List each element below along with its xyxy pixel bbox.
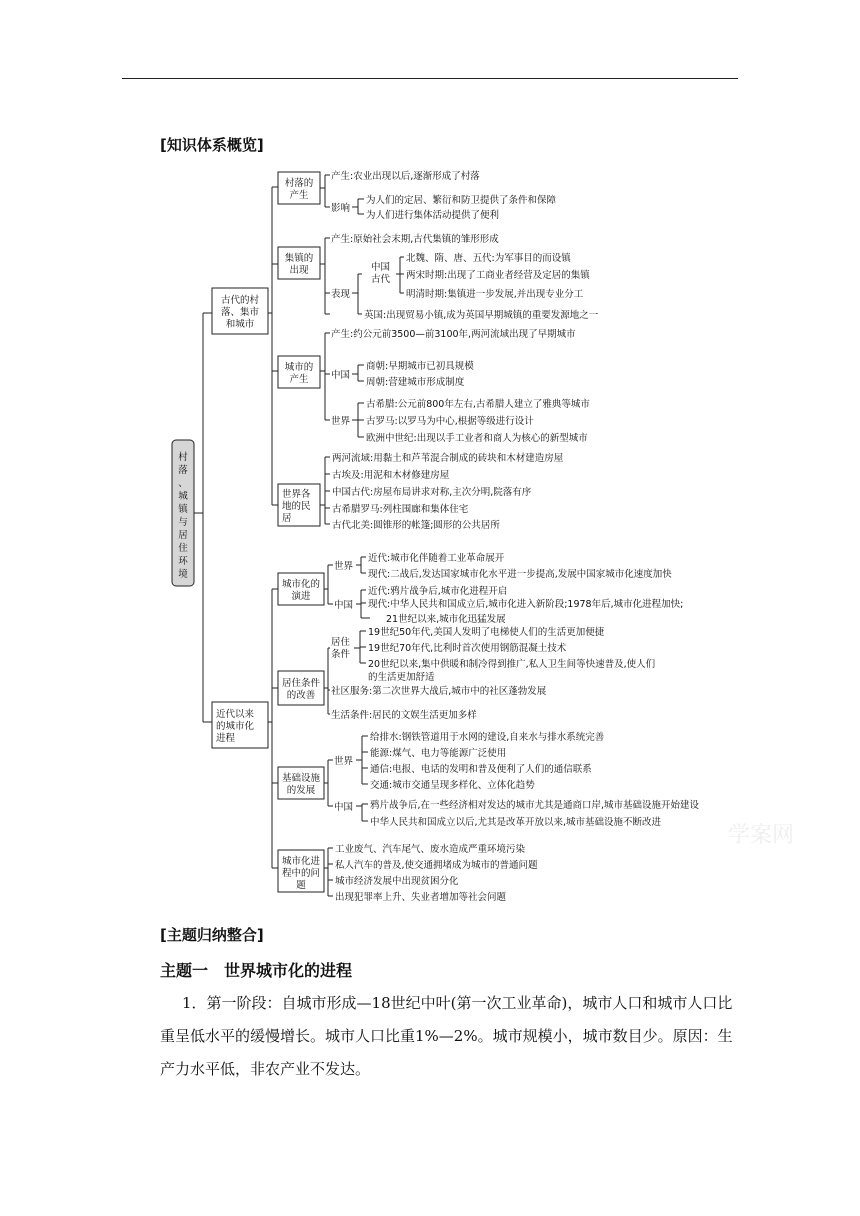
root-text: 村 xyxy=(178,452,188,463)
svg-text:世界: 世界 xyxy=(334,756,354,767)
section-heading-summary: [主题归纳整合] xyxy=(160,926,264,944)
svg-text:的生活更加舒适: 的生活更加舒适 xyxy=(368,672,435,683)
houses-label: 世界各 xyxy=(282,489,311,500)
svg-text:古罗马:以罗马为中心,根据等级进行设计: 古罗马:以罗马为中心,根据等级进行设计 xyxy=(366,416,534,427)
theme-title: 主题一 世界城市化的进程 xyxy=(160,961,353,980)
svg-text:题: 题 xyxy=(296,880,306,891)
svg-text:产生:农业出现以后,逐渐形成了村落: 产生:农业出现以后,逐渐形成了村落 xyxy=(331,171,480,182)
svg-text:通信:电报、电话的发明和普及便利了人们的通信联系: 通信:电报、电话的发明和普及便利了人们的通信联系 xyxy=(370,764,592,775)
svg-text:演进: 演进 xyxy=(291,591,311,602)
svg-text:环: 环 xyxy=(178,556,188,567)
svg-text:中国: 中国 xyxy=(371,262,391,273)
svg-text:周朝:营建城市形成制度: 周朝:营建城市形成制度 xyxy=(366,377,465,388)
svg-text:近代:城市化伴随着工业革命展开: 近代:城市化伴随着工业革命展开 xyxy=(368,553,505,564)
branch2-label: 近代以来 xyxy=(216,709,255,720)
svg-text:中国古代:房屋布局讲求对称,主次分明,院落有序: 中国古代:房屋布局讲求对称,主次分明,院落有序 xyxy=(332,487,532,498)
urbanization-label: 城市化的 xyxy=(281,579,321,590)
svg-text:的发展: 的发展 xyxy=(286,785,316,796)
svg-text:与: 与 xyxy=(178,517,188,528)
svg-text:为人们进行集体活动提供了便利: 为人们进行集体活动提供了便利 xyxy=(366,210,500,221)
svg-text:和城市: 和城市 xyxy=(225,319,255,330)
cities-label: 城市的 xyxy=(284,362,314,373)
svg-text:近代:鸦片战争后,城市化进程开启: 近代:鸦片战争后,城市化进程开启 xyxy=(368,586,508,597)
svg-text:条件: 条件 xyxy=(331,649,351,660)
svg-text:的改善: 的改善 xyxy=(286,690,316,701)
svg-text:进程: 进程 xyxy=(216,733,236,744)
svg-text:古埃及:用泥和木材修建房屋: 古埃及:用泥和木材修建房屋 xyxy=(332,470,450,481)
svg-text:影响: 影响 xyxy=(331,203,351,214)
svg-text:境: 境 xyxy=(178,569,188,580)
svg-text:镇: 镇 xyxy=(178,504,188,515)
svg-text:中华人民共和国成立以后,尤其是改革开放以来,城市基础设施不断: 中华人民共和国成立以后,尤其是改革开放以来,城市基础设施不断改进 xyxy=(370,817,662,828)
svg-text:鸦片战争后,在一些经济相对发达的城市尤其是通商口岸,城市基础: 鸦片战争后,在一些经济相对发达的城市尤其是通商口岸,城市基础设施开始建设 xyxy=(370,800,700,811)
svg-text:住: 住 xyxy=(178,543,188,554)
svg-text:世界: 世界 xyxy=(331,416,351,427)
svg-text:地的民: 地的民 xyxy=(282,501,311,512)
svg-text:北魏、隋、唐、五代:为军事目的而设镇: 北魏、隋、唐、五代:为军事目的而设镇 xyxy=(406,253,571,264)
svg-text:明清时期:集镇进一步发展,并出现专业分工: 明清时期:集镇进一步发展,并出现专业分工 xyxy=(406,289,584,300)
svg-text:中国: 中国 xyxy=(334,802,354,813)
svg-text:21世纪以来,城市化迅猛发展: 21世纪以来,城市化迅猛发展 xyxy=(386,614,506,625)
svg-text:古希腊:公元前800年左右,古希腊人建立了雅典等城市: 古希腊:公元前800年左右,古希腊人建立了雅典等城市 xyxy=(366,399,590,410)
svg-text:两宋时期:出现了工商业者经营及定居的集镇: 两宋时期:出现了工商业者经营及定居的集镇 xyxy=(406,270,590,281)
svg-text:中国: 中国 xyxy=(334,600,354,611)
svg-text:居: 居 xyxy=(282,513,292,524)
svg-text:19世纪50年代,美国人发明了电梯使人们的生活更加便捷: 19世纪50年代,美国人发明了电梯使人们的生活更加便捷 xyxy=(368,627,605,638)
svg-text:表现: 表现 xyxy=(331,289,351,300)
villages-label: 村落的 xyxy=(284,178,314,189)
svg-text:能源:煤气、电力等能源广泛使用: 能源:煤气、电力等能源广泛使用 xyxy=(370,748,507,759)
svg-text:欧洲中世纪:出现以手工业者和商人为核心的新型城市: 欧洲中世纪:出现以手工业者和商人为核心的新型城市 xyxy=(366,433,588,444)
towns-label: 集镇的 xyxy=(284,253,314,264)
paragraph-1: 1．第一阶段：自城市形成—18世纪中叶(第一次工业革命)，城市人口和城市人口比重呈低水平的缓慢增长。城市人口比重1%—2%。城市规模小，城市数目少。原因：生产力水平低，非农产业不发达。 xyxy=(160,994,733,1078)
svg-text:产生:原始社会末期,古代集镇的雏形形成: 产生:原始社会末期,古代集镇的雏形形成 xyxy=(331,234,499,245)
svg-text:城: 城 xyxy=(178,491,188,502)
svg-text:现代:中华人民共和国成立后,城市化进入新阶段;1978年后,: 现代:中华人民共和国成立后,城市化进入新阶段;1978年后,城市化进程加快; xyxy=(368,599,684,610)
svg-text:出现犯罪率上升、失业者增加等社会问题: 出现犯罪率上升、失业者增加等社会问题 xyxy=(335,892,507,903)
svg-text:产生: 产生 xyxy=(289,190,309,201)
svg-text:19世纪70年代,比利时首次使用钢筋混凝土技术: 19世纪70年代,比利时首次使用钢筋混凝土技术 xyxy=(368,643,567,654)
svg-text:落、集市: 落、集市 xyxy=(220,307,260,318)
svg-text:产生:约公元前3500—前3100年,两河流域出现了早期城市: 产生:约公元前3500—前3100年,两河流域出现了早期城市 xyxy=(331,329,576,340)
living-label: 居住条件 xyxy=(281,678,321,689)
svg-text:居: 居 xyxy=(178,530,188,541)
svg-text:的城市化: 的城市化 xyxy=(216,721,255,732)
svg-text:交通:城市交通呈现多样化、立体化趋势: 交通:城市交通呈现多样化、立体化趋势 xyxy=(370,780,535,791)
svg-text:社区服务:第二次世界大战后,城市中的社区蓬勃发展: 社区服务:第二次世界大战后,城市中的社区蓬勃发展 xyxy=(331,686,547,697)
section-heading-overview: [知识体系概览] xyxy=(160,136,264,154)
svg-text:古代北美:圆锥形的帐篷;圆形的公共居所: 古代北美:圆锥形的帐篷;圆形的公共居所 xyxy=(332,520,500,531)
svg-text:两河流域:用黏土和芦苇混合制成的砖块和木材建造房屋: 两河流域:用黏土和芦苇混合制成的砖块和木材建造房屋 xyxy=(332,453,564,464)
svg-text:商朝:早期城市已初具规模: 商朝:早期城市已初具规模 xyxy=(366,361,474,372)
svg-text:英国:出现贸易小镇,成为英国早期城镇的重要发源地之一: 英国:出现贸易小镇,成为英国早期城镇的重要发源地之一 xyxy=(364,310,599,321)
svg-text:生活条件:居民的文娱生活更加多样: 生活条件:居民的文娱生活更加多样 xyxy=(331,710,477,721)
svg-text:为人们的定居、繁衍和防卫提供了条件和保障: 为人们的定居、繁衍和防卫提供了条件和保障 xyxy=(366,195,557,206)
svg-text:古代: 古代 xyxy=(371,274,391,285)
branch1-label: 古代的村 xyxy=(220,295,260,306)
svg-text:产生: 产生 xyxy=(289,374,309,385)
infrastructure-label: 基础设施 xyxy=(281,773,321,784)
problems-label: 城市化进 xyxy=(281,856,321,867)
svg-text:私人汽车的普及,使交通拥堵成为城市的普通问题: 私人汽车的普及,使交通拥堵成为城市的普通问题 xyxy=(335,860,538,871)
svg-text:程中的问: 程中的问 xyxy=(281,868,321,879)
svg-text:给排水:钢铁管道用于水网的建设,自来水与排水系统完善: 给排水:钢铁管道用于水网的建设,自来水与排水系统完善 xyxy=(370,732,605,743)
svg-text:世界: 世界 xyxy=(334,561,354,572)
svg-text:中国: 中国 xyxy=(331,370,351,381)
svg-text:现代:二战后,发达国家城市化水平进一步提高,发展中国家城市化: 现代:二战后,发达国家城市化水平进一步提高,发展中国家城市化速度加快 xyxy=(368,569,672,580)
svg-text:落: 落 xyxy=(178,465,188,476)
svg-text:20世纪以来,集中供暖和制冷得到推广,私人卫生间等快速普及,: 20世纪以来,集中供暖和制冷得到推广,私人卫生间等快速普及,使人们 xyxy=(368,659,656,670)
svg-text:工业废气、汽车尾气、废水造成严重环境污染: 工业废气、汽车尾气、废水造成严重环境污染 xyxy=(335,844,526,855)
svg-text:城市经济发展中出现贫困分化: 城市经济发展中出现贫困分化 xyxy=(335,876,459,887)
svg-text:古希腊罗马:列柱围廊和集体住宅: 古希腊罗马:列柱围廊和集体住宅 xyxy=(332,504,469,515)
watermark-text: 学案网 xyxy=(728,823,795,848)
svg-text:、: 、 xyxy=(178,478,188,489)
svg-text:居住: 居住 xyxy=(331,637,351,648)
svg-text:出现: 出现 xyxy=(289,265,309,276)
